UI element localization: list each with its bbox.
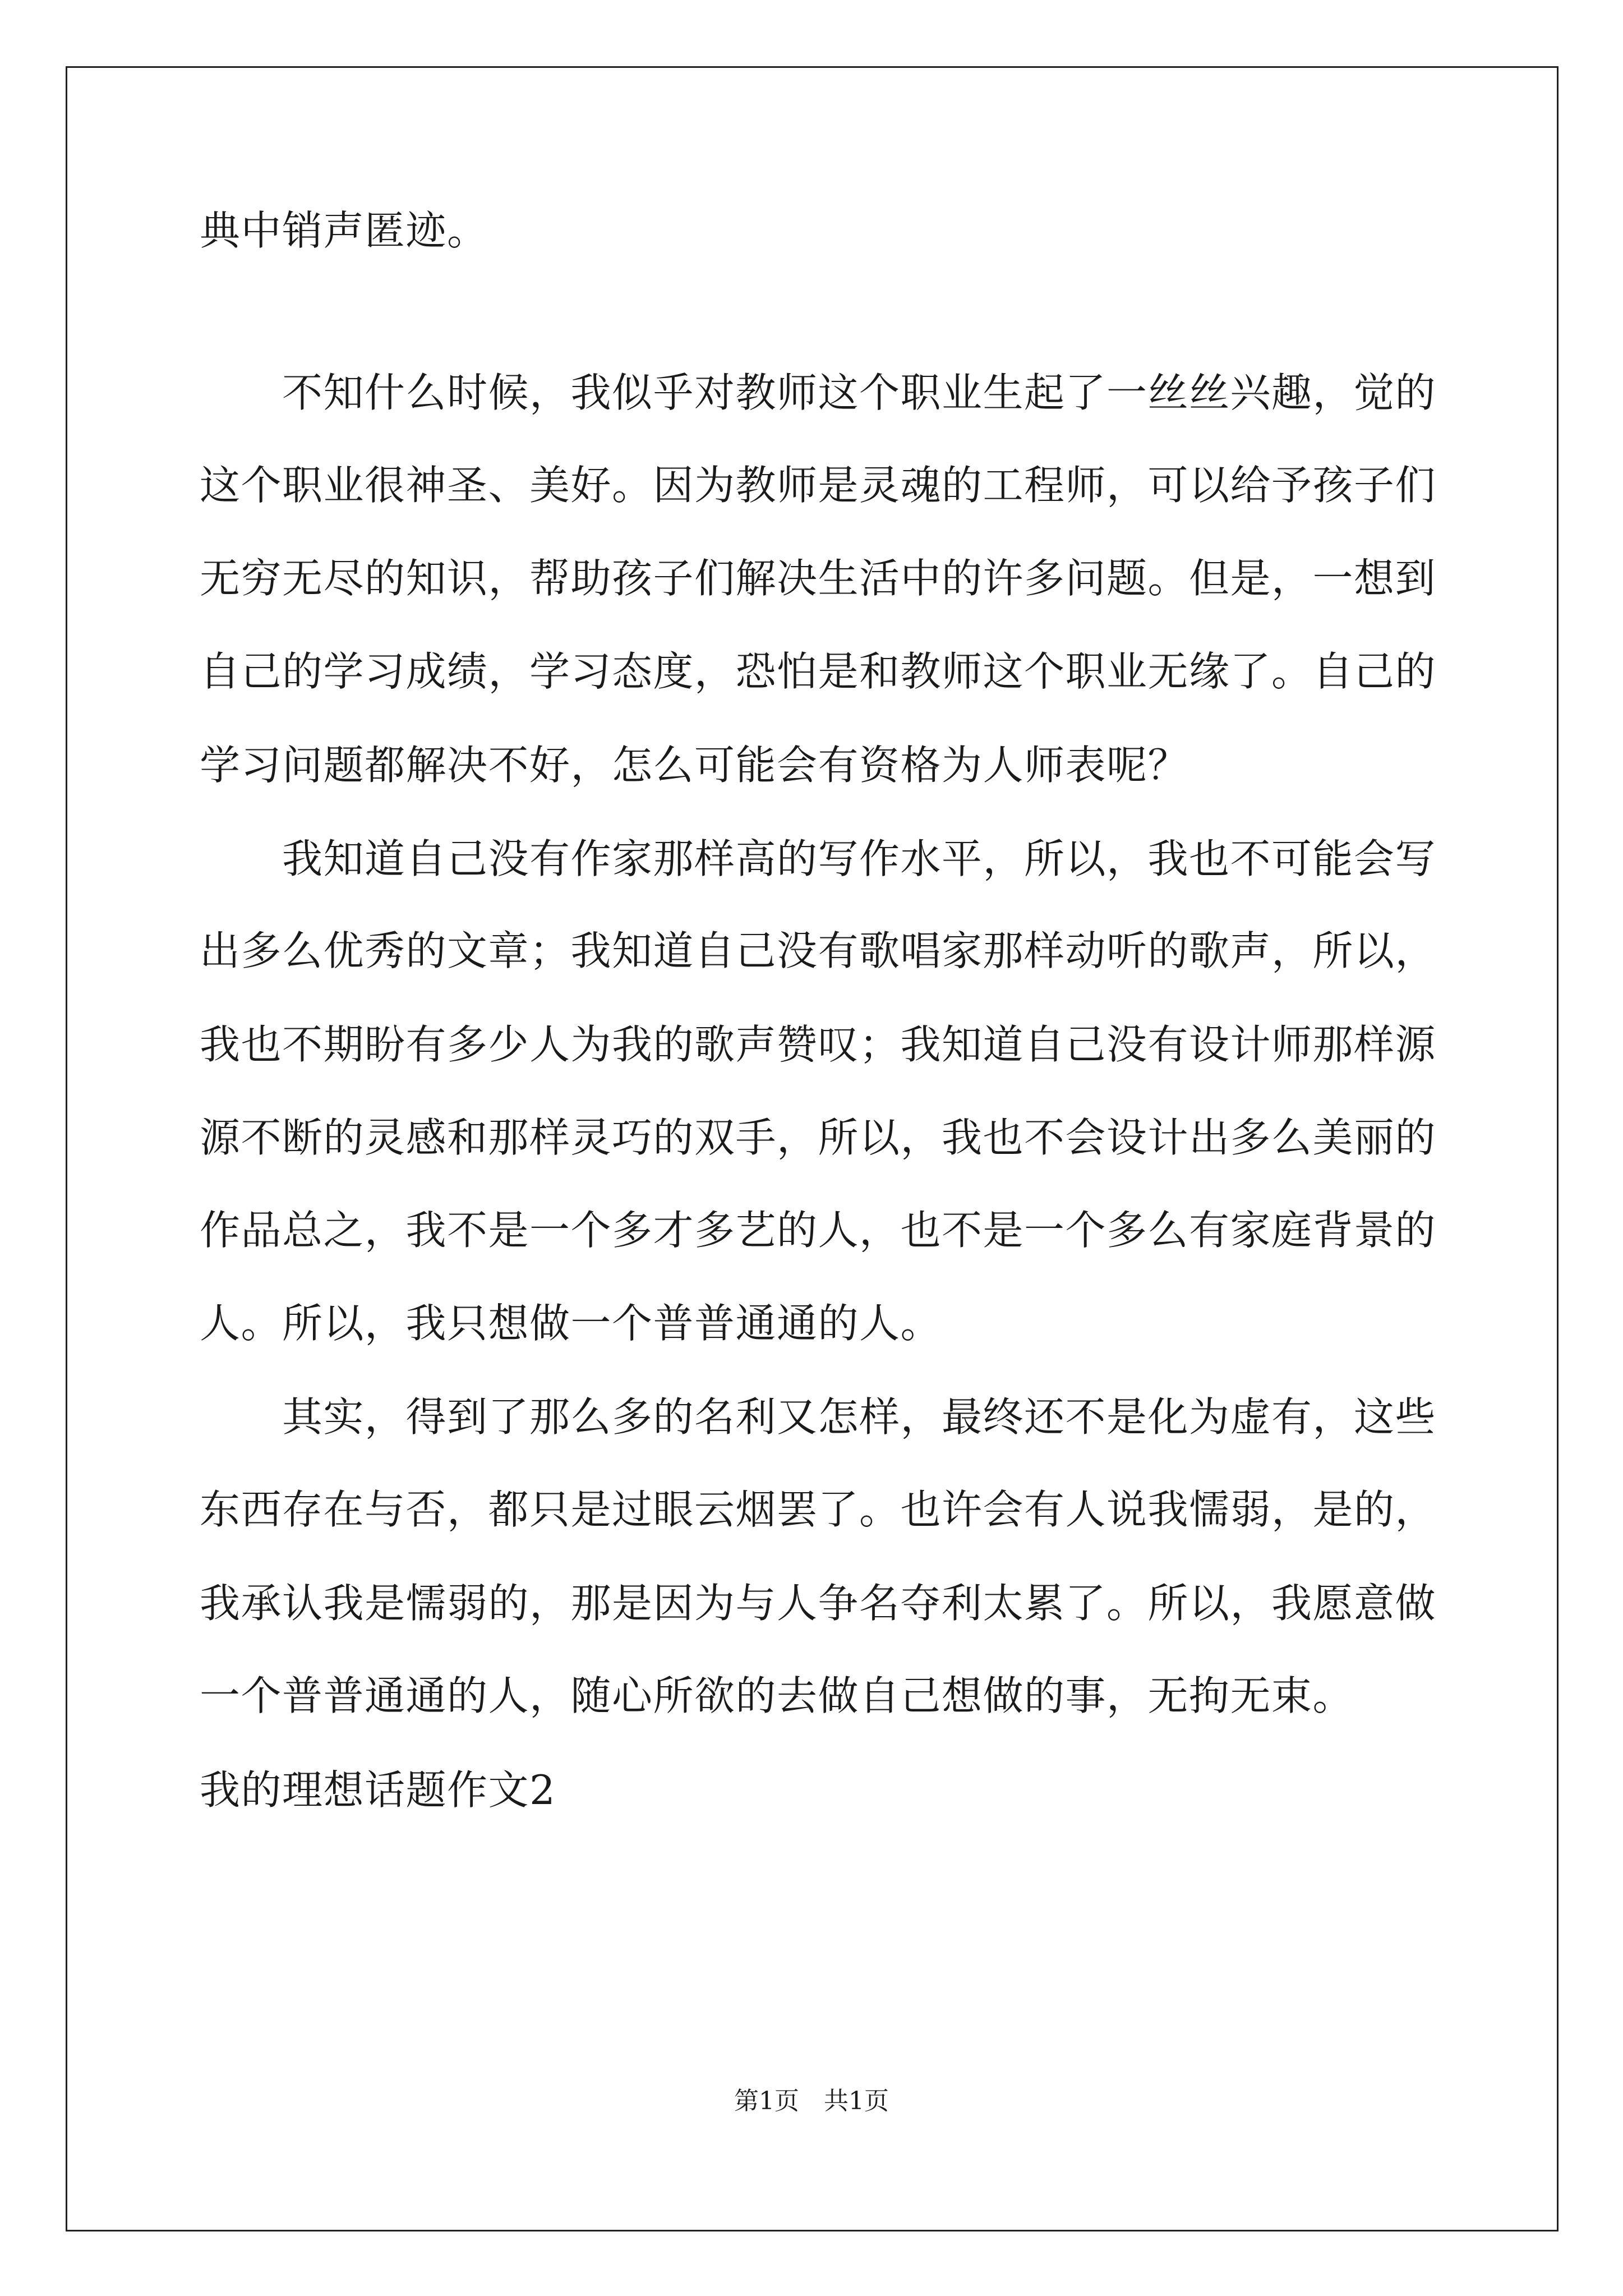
text-line: 人。所以，我只想做一个普普通通的人。 bbox=[200, 1300, 942, 1347]
text-line: 东西存在与否，都只是过眼云烟罢了。也许会有人说我懦弱，是的， bbox=[200, 1486, 1437, 1533]
text-line: 学习问题都解决不好，怎么可能会有资格为人师表呢？ bbox=[200, 742, 1189, 789]
paragraph-start-line: 我知道自己没有作家那样高的写作水平，所以，我也不可能会写 bbox=[200, 835, 1437, 882]
text-line: 一个普普通通的人，随心所欲的去做自己想做的事，无拘无束。 bbox=[200, 1672, 1354, 1719]
text-line: 无穷无尽的知识，帮助孩子们解决生活中的许多问题。但是，一想到 bbox=[200, 555, 1437, 602]
page-number-footer: 第1页 共1页 bbox=[734, 2087, 889, 2115]
text-line: 自己的学习成绩，学习态度，恐怕是和教师这个职业无缘了。自己的 bbox=[200, 648, 1437, 695]
text-line: 我承认我是懦弱的，那是因为与人争名夺利太累了。所以，我愿意做 bbox=[200, 1580, 1437, 1627]
text-line: 典中销声匿迹。 bbox=[200, 207, 488, 254]
paragraph-start-line: 不知什么时候，我似乎对教师这个职业生起了一丝丝兴趣，觉的 bbox=[200, 369, 1437, 416]
paragraph-start-line: 其实，得到了那么多的名利又怎样，最终还不是化为虚有，这些 bbox=[200, 1393, 1437, 1441]
text-line: 作品总之，我不是一个多才多艺的人，也不是一个多么有家庭背景的 bbox=[200, 1207, 1437, 1254]
section-heading: 我的理想话题作文2 bbox=[200, 1766, 556, 1814]
text-line: 出多么优秀的文章；我知道自己没有歌唱家那样动听的歌声，所以， bbox=[200, 927, 1437, 974]
text-line: 我也不期盼有多少人为我的歌声赞叹；我知道自己没有设计师那样源 bbox=[200, 1021, 1437, 1068]
text-line: 源不断的灵感和那样灵巧的双手，所以，我也不会设计出多么美丽的 bbox=[200, 1114, 1437, 1161]
text-line: 这个职业很神圣、美好。因为教师是灵魂的工程师，可以给予孩子们 bbox=[200, 462, 1437, 509]
